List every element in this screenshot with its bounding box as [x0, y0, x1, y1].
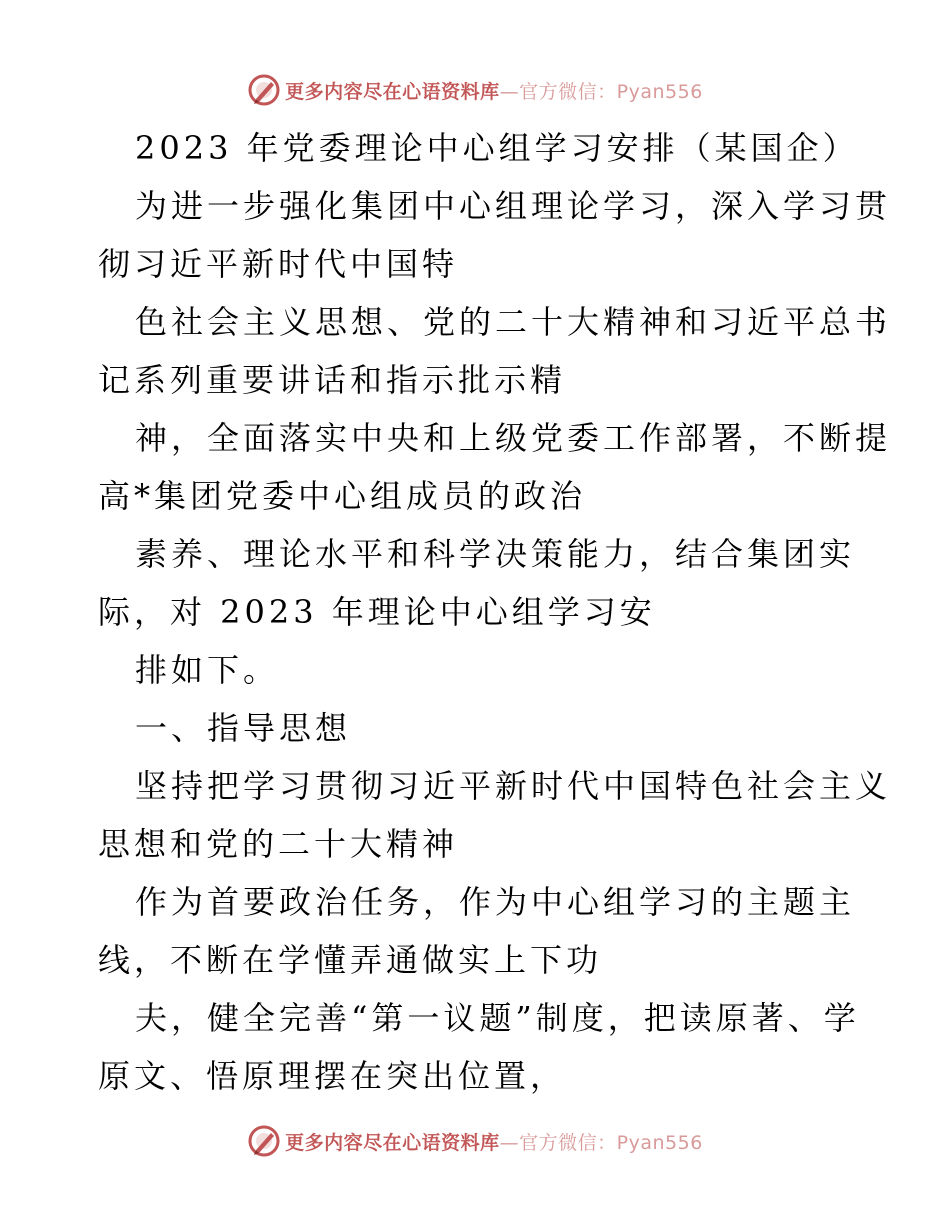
- watermark-wechat-text: 官方微信：Pyan556: [519, 80, 703, 103]
- pen-logo-icon: [247, 1124, 281, 1158]
- paragraph-line: 排如下。: [135, 651, 280, 689]
- paragraph-line: 坚持把学习贯彻习近平新时代中国特色社会主义: [135, 767, 892, 805]
- paragraph-line: 思想和党的二十大精神: [98, 825, 459, 863]
- section-heading: 一、指导思想: [135, 709, 352, 747]
- paragraph-line: 线，不断在学懂弄通做实上下功: [98, 941, 603, 979]
- paragraph-line: 作为首要政治任务，作为中心组学习的主题主: [135, 883, 856, 921]
- paragraph-line: 彻习近平新时代中国特: [98, 245, 459, 283]
- paragraph-line: 色社会主义思想、党的二十大精神和习近平总书: [135, 303, 892, 341]
- watermark-banner-bottom: [0, 1121, 950, 1161]
- watermark-site-text: 更多内容尽在心语资料库: [285, 1131, 500, 1154]
- paragraph-line: 夫，健全完善“第一议题”制度，把读原著、学: [135, 999, 860, 1037]
- paragraph-line: 为进一步强化集团中心组理论学习，深入学习贯: [135, 187, 892, 225]
- paragraph-line: 神，全面落实中央和上级党委工作部署，不断提: [135, 419, 892, 457]
- watermark-site-text: 更多内容尽在心语资料库: [285, 80, 500, 103]
- watermark-dash: —: [499, 1131, 520, 1154]
- watermark-wechat-text: 官方微信：Pyan556: [519, 1131, 703, 1154]
- document-title: 2023 年党委理论中心组学习安排（某国企）: [135, 129, 859, 167]
- watermark-dash: —: [499, 80, 520, 103]
- paragraph-line: 高*集团党委中心组成员的政治: [98, 477, 587, 515]
- paragraph-line: 原文、悟原理摆在突出位置，: [98, 1057, 567, 1095]
- paragraph-line: 素养、理论水平和科学决策能力，结合集团实: [135, 535, 856, 573]
- paragraph-line: 记系列重要讲话和指示批示精: [98, 361, 567, 399]
- paragraph-line: 际，对 2023 年理论中心组学习安: [98, 593, 656, 631]
